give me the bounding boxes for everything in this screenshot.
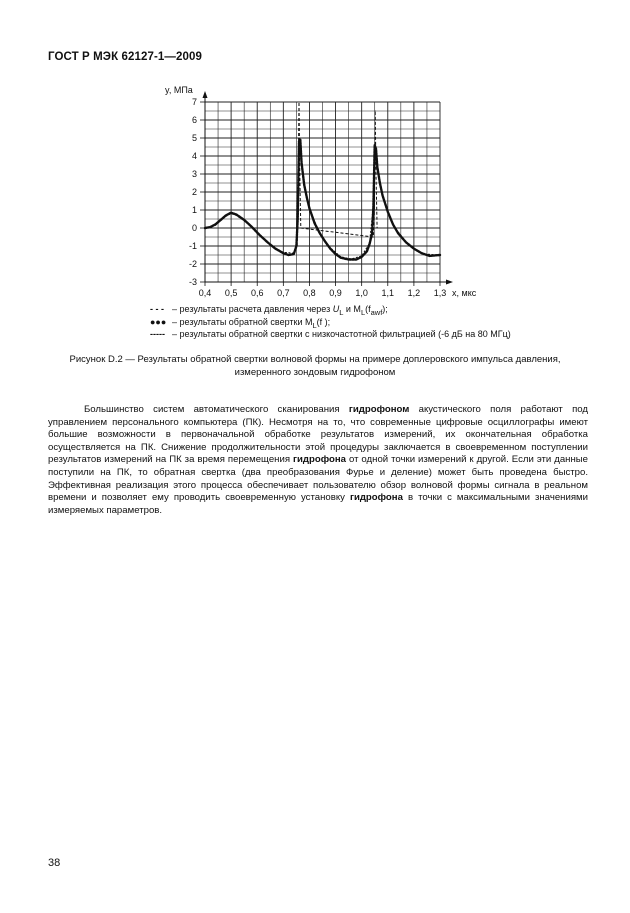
- point-lowpass: [205, 228, 206, 229]
- text-run: в точки с максимальными значениями измеряемых параметров.: [48, 492, 588, 516]
- point-lowpass: [393, 225, 394, 226]
- point-deconvolution: [366, 251, 368, 253]
- point-lowpass: [246, 222, 247, 223]
- point-deconvolution: [335, 253, 337, 255]
- x-tick-label: 1,1: [381, 288, 395, 298]
- y-tick-label: 4: [191, 151, 197, 161]
- y-tick-label: -3: [188, 277, 197, 287]
- y-tick-label: 5: [191, 133, 197, 143]
- legend-sub: L: [312, 320, 317, 330]
- y-tick-label: 7: [191, 97, 197, 107]
- point-lowpass: [215, 225, 216, 226]
- text-run: Большинство систем автоматического сканирования: [84, 404, 349, 415]
- point-lowpass: [257, 233, 258, 234]
- legend-text: );: [382, 304, 388, 314]
- chart-axes: [189, 91, 453, 298]
- point-lowpass: [373, 204, 374, 205]
- point-pressure_calc: [373, 237, 374, 238]
- point-pressure_calc: [375, 111, 376, 112]
- y-axis-label: y, МПа: [165, 85, 193, 95]
- y-tick-label: 3: [191, 169, 197, 179]
- point-lowpass: [293, 253, 294, 254]
- y-tick-label: 0: [191, 223, 197, 233]
- x-tick-label: 0,6: [250, 288, 264, 298]
- y-tick-label: 1: [191, 205, 197, 215]
- point-lowpass: [270, 245, 271, 246]
- point-lowpass: [319, 233, 320, 234]
- legend-mark-dashed: - - -: [150, 304, 164, 314]
- bold-term: гидрофона: [349, 492, 403, 504]
- page-number: 38: [48, 857, 61, 869]
- point-lowpass: [299, 147, 300, 148]
- point-lowpass: [301, 165, 302, 166]
- x-tick-label: 1,3: [433, 288, 447, 298]
- legend-sub: L: [360, 307, 366, 317]
- y-axis-arrow: [203, 91, 208, 98]
- text-run: акустического поля работают под управлением персонального компьютера (ПК). Несмотря на то, что современные цифровые осциллографы имеют большие возможности в первоначальной обработке результатов измерений, их окончательная обработка осуществляется на ПК. Снижение продолжительности этой процедуры заключается в своевременном поступлении результатов измерений на ПК за время перемещения: [48, 404, 588, 466]
- bold-term: гидрофоном: [348, 404, 410, 415]
- document-header: ГОСТ Р МЭК 62127-1—2009: [48, 51, 202, 63]
- point-deconvolution: [299, 139, 301, 141]
- chart: [0, 0, 630, 350]
- point-lowpass: [304, 186, 305, 187]
- body-paragraph: [48, 404, 588, 517]
- point-pressure_calc: [377, 228, 378, 229]
- point-lowpass: [330, 247, 331, 248]
- point-lowpass: [296, 244, 297, 245]
- point-lowpass: [369, 243, 370, 244]
- point-deconvolution: [374, 144, 376, 146]
- x-tick-label: 0,9: [329, 288, 342, 298]
- point-pressure_calc: [376, 174, 377, 175]
- point-deconvolution: [288, 254, 290, 256]
- text-run: от одной точки измерений к другой. Если эти данные поступили на ПК, то обратная свертка (два преобразования Фурье и деление) может быть проведена быстро. Эффективная реализация этого процесса обеспечивает пользователю обзор волновой формы сигнала в реальном времени и позволяет ему проводить своевременную установку: [48, 454, 588, 504]
- legend-var: U: [332, 304, 340, 314]
- point-lowpass: [351, 259, 352, 260]
- caption-line-2: измеренного зондовым гидрофоном: [234, 367, 396, 378]
- point-lowpass: [297, 217, 298, 218]
- point-deconvolution: [371, 233, 373, 235]
- point-lowpass: [309, 209, 310, 210]
- point-deconvolution: [375, 148, 377, 150]
- x-axis-label: x, мкс: [452, 288, 477, 298]
- legend-sub: L: [339, 307, 344, 317]
- point-deconvolution: [298, 141, 300, 143]
- point-lowpass: [377, 170, 378, 171]
- legend-sub: awf: [370, 307, 383, 317]
- point-lowpass: [382, 197, 383, 198]
- legend-mark-short-dash: -----: [150, 329, 165, 339]
- legend-text: – результаты расчета давления через: [172, 304, 333, 314]
- legend-text: (f );: [316, 317, 331, 327]
- point-lowpass: [408, 245, 409, 246]
- x-tick-label: 0,7: [277, 288, 290, 298]
- x-tick-label: 0,4: [198, 288, 212, 298]
- y-tick-label: -2: [188, 259, 197, 269]
- legend-text: – результаты обратной свертки M: [172, 317, 313, 327]
- point-lowpass: [361, 255, 362, 256]
- point-lowpass: [236, 215, 237, 216]
- y-tick-label: 2: [191, 187, 197, 197]
- legend-mark-dots: ●●●: [150, 317, 167, 327]
- caption-line-1: Рисунок D.2 — Результаты обратной свертки волновой формы на примере доплеровского импульса давления,: [69, 354, 561, 365]
- point-lowpass: [440, 255, 441, 256]
- legend-item-lowpass: [150, 328, 511, 340]
- figure-caption: [40, 353, 590, 379]
- point-lowpass: [375, 150, 376, 151]
- point-deconvolution: [429, 255, 431, 257]
- x-tick-label: 1,0: [355, 288, 368, 298]
- bold-term: гидрофона: [293, 454, 346, 466]
- legend-text: – результаты обратной свертки с низкочастотной фильтрацией (-6 дБ на 80 МГц): [172, 329, 511, 339]
- x-tick-label: 0,8: [303, 288, 316, 298]
- point-pressure_calc: [300, 228, 301, 229]
- point-deconvolution: [356, 259, 358, 261]
- y-tick-label: -1: [188, 241, 197, 251]
- point-lowpass: [231, 213, 232, 214]
- x-tick-label: 1,2: [407, 288, 421, 298]
- y-tick-label: 6: [191, 115, 197, 125]
- x-axis-arrow: [446, 280, 453, 285]
- point-lowpass: [283, 252, 284, 253]
- point-lowpass: [340, 256, 341, 257]
- point-pressure_calc: [299, 102, 300, 103]
- legend-text: и M: [343, 304, 361, 314]
- point-lowpass: [225, 216, 226, 217]
- chart-grid: [205, 102, 440, 282]
- x-tick-label: 0,5: [224, 288, 238, 298]
- point-lowpass: [424, 254, 425, 255]
- legend-text: (f: [365, 304, 371, 314]
